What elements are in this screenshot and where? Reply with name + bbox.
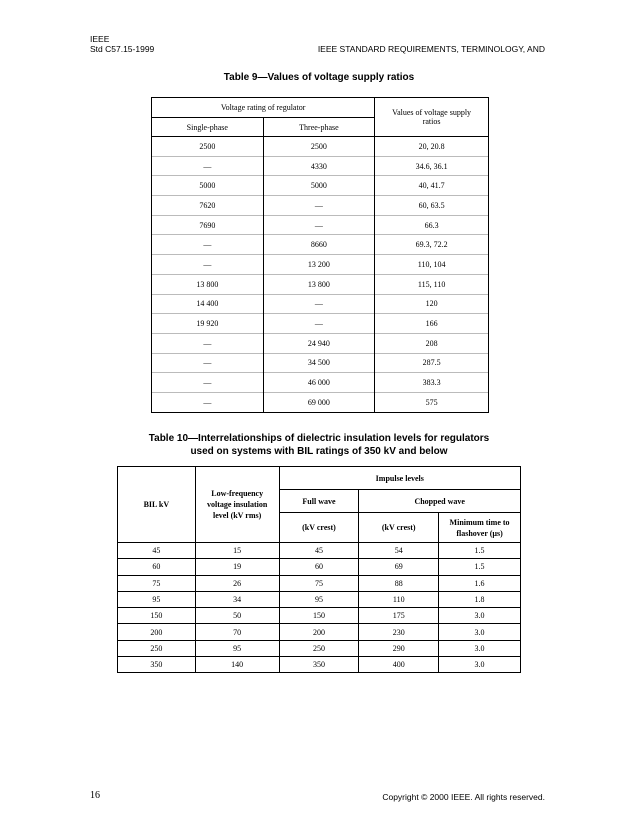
table9-cell: 34.6, 36.1 [375, 156, 489, 176]
table9-cell: 40, 41.7 [375, 176, 489, 196]
table10-cell: 95 [279, 591, 359, 607]
header-title: IEEE STANDARD REQUIREMENTS, TERMINOLOGY, AND [317, 44, 545, 54]
table9-header-three-phase: Three-phase [263, 118, 375, 137]
table9-cell: — [263, 294, 375, 314]
running-header-left [90, 34, 154, 54]
table9-cell: 4330 [263, 156, 375, 176]
table9-cell: 166 [375, 314, 489, 334]
table10-row [118, 543, 521, 559]
table9-cell: 14 400 [152, 294, 264, 314]
table10-cell: 1.5 [439, 543, 521, 559]
table9-cell: 69.3, 72.2 [375, 235, 489, 255]
table9-row [152, 373, 489, 393]
table9-row [152, 235, 489, 255]
table10-row [118, 624, 521, 640]
table9-header-single-phase: Single-phase [152, 118, 264, 137]
table9-cell: — [152, 333, 264, 353]
table10-header-kv-crest-full: (kV crest) [279, 513, 359, 543]
table9-row [152, 255, 489, 275]
table9-row [152, 353, 489, 373]
table9-cell: 66.3 [375, 215, 489, 235]
table9-cell: 120 [375, 294, 489, 314]
table9-cell: 20, 20.8 [375, 137, 489, 157]
table9-row [152, 294, 489, 314]
table10-cell: 60 [118, 559, 196, 575]
table10-cell: 19 [195, 559, 279, 575]
table9-row [152, 333, 489, 353]
table10-row [118, 591, 521, 607]
table9-row [152, 215, 489, 235]
table9-cell: 2500 [152, 137, 264, 157]
table9-cell: 13 800 [152, 274, 264, 294]
table10-row [118, 575, 521, 591]
table10-cell: 1.8 [439, 591, 521, 607]
table10-cell: 26 [195, 575, 279, 591]
table9-cell: — [152, 373, 264, 393]
table10-caption-line2: used on systems with BIL ratings of 350 kV and below [190, 446, 448, 457]
table10-header-low-frequency: Low-frequency voltage insulation level (kV rms) [195, 467, 279, 543]
table9-caption: Table 9—Values of voltage supply ratios [223, 72, 415, 83]
table10-cell: 350 [279, 657, 359, 673]
table10-cell: 75 [279, 575, 359, 591]
table9-cell: — [152, 235, 264, 255]
table10-cell: 1.5 [439, 559, 521, 575]
table9-row [152, 392, 489, 412]
table10-cell: 60 [279, 559, 359, 575]
table9-header-ratios: Values of voltage supply ratios [375, 98, 489, 137]
table10-cell: 150 [118, 608, 196, 624]
table9-cell: — [263, 314, 375, 334]
table10-header-bil: BIL kV [118, 467, 196, 543]
table9-cell: 7690 [152, 215, 264, 235]
table10-cell: 3.0 [439, 608, 521, 624]
table9-row [152, 156, 489, 176]
table9-cell: 8660 [263, 235, 375, 255]
table9-cell: 34 500 [263, 353, 375, 373]
header-std: Std C57.15-1999 [90, 44, 155, 54]
table9-cell: — [263, 196, 375, 216]
voltage-supply-ratio-table [151, 97, 489, 413]
table9-cell: — [152, 353, 264, 373]
table9-cell: 5000 [263, 176, 375, 196]
table10-cell: 69 [359, 559, 439, 575]
table10-cell: 45 [279, 543, 359, 559]
table10-cell: 350 [118, 657, 196, 673]
table9-cell: 5000 [152, 176, 264, 196]
table9-cell: 287.5 [375, 353, 489, 373]
table10-cell: 250 [279, 640, 359, 656]
table9-cell: 7620 [152, 196, 264, 216]
table10-header-impulse: Impulse levels [279, 467, 520, 490]
table10-cell: 3.0 [439, 640, 521, 656]
table10-row [118, 640, 521, 656]
table9-cell: — [152, 156, 264, 176]
table10-cell: 150 [279, 608, 359, 624]
table10-header-full-wave: Full wave [279, 490, 359, 513]
page-number: 16 [90, 790, 100, 801]
table9-cell: 69 000 [263, 392, 375, 412]
table10-cell: 140 [195, 657, 279, 673]
table9-cell: 110, 104 [375, 255, 489, 275]
table10-row [118, 657, 521, 673]
table10-row [118, 608, 521, 624]
table10-header-chopped-wave: Chopped wave [359, 490, 521, 513]
table10-cell: 45 [118, 543, 196, 559]
table10-cell: 1.6 [439, 575, 521, 591]
table10-cell: 88 [359, 575, 439, 591]
table10-cell: 70 [195, 624, 279, 640]
table9-row [152, 196, 489, 216]
table10-cell: 400 [359, 657, 439, 673]
table9-row [152, 176, 489, 196]
table10-cell: 15 [195, 543, 279, 559]
table9-row [152, 274, 489, 294]
table9-cell: 24 940 [263, 333, 375, 353]
table9-cell: 13 200 [263, 255, 375, 275]
table10-cell: 200 [279, 624, 359, 640]
table10-cell: 95 [195, 640, 279, 656]
table9-cell: 115, 110 [375, 274, 489, 294]
table9-cell: 208 [375, 333, 489, 353]
table9-cell: 60, 63.5 [375, 196, 489, 216]
table9-cell: — [263, 215, 375, 235]
table10-cell: 175 [359, 608, 439, 624]
table10-header-kv-crest-chopped: (kV crest) [359, 513, 439, 543]
header-org: IEEE [90, 34, 110, 44]
table9-cell: 575 [375, 392, 489, 412]
table10-cell: 200 [118, 624, 196, 640]
table10-body [118, 543, 521, 673]
table9-cell: — [152, 255, 264, 275]
table9-body [152, 137, 489, 413]
table9-group-header: Voltage rating of regulator [152, 98, 375, 118]
table9-cell: — [152, 392, 264, 412]
table10-cell: 95 [118, 591, 196, 607]
table9-cell: 2500 [263, 137, 375, 157]
table9-row [152, 137, 489, 157]
table10-cell: 3.0 [439, 624, 521, 640]
table10-header-min-time: Minimum time to flashover (µs) [439, 513, 521, 543]
table9-cell: 46 000 [263, 373, 375, 393]
table10-cell: 250 [118, 640, 196, 656]
table10-cell: 230 [359, 624, 439, 640]
table10-cell: 54 [359, 543, 439, 559]
table10-cell: 290 [359, 640, 439, 656]
table10-cell: 50 [195, 608, 279, 624]
table9-cell: 13 800 [263, 274, 375, 294]
dielectric-insulation-table [117, 466, 521, 673]
table10-cell: 75 [118, 575, 196, 591]
table9-row [152, 314, 489, 334]
table10-cell: 3.0 [439, 657, 521, 673]
table9-cell: 383.3 [375, 373, 489, 393]
table10-row [118, 559, 521, 575]
table10-caption-line1: Table 10—Interrelationships of dielectric insulation levels for regulators [148, 433, 490, 444]
table9-cell: 19 920 [152, 314, 264, 334]
table10-cell: 110 [359, 591, 439, 607]
table10-cell: 34 [195, 591, 279, 607]
copyright-notice: Copyright © 2000 IEEE. All rights reserved. [382, 792, 545, 802]
table10-caption [0, 432, 638, 458]
